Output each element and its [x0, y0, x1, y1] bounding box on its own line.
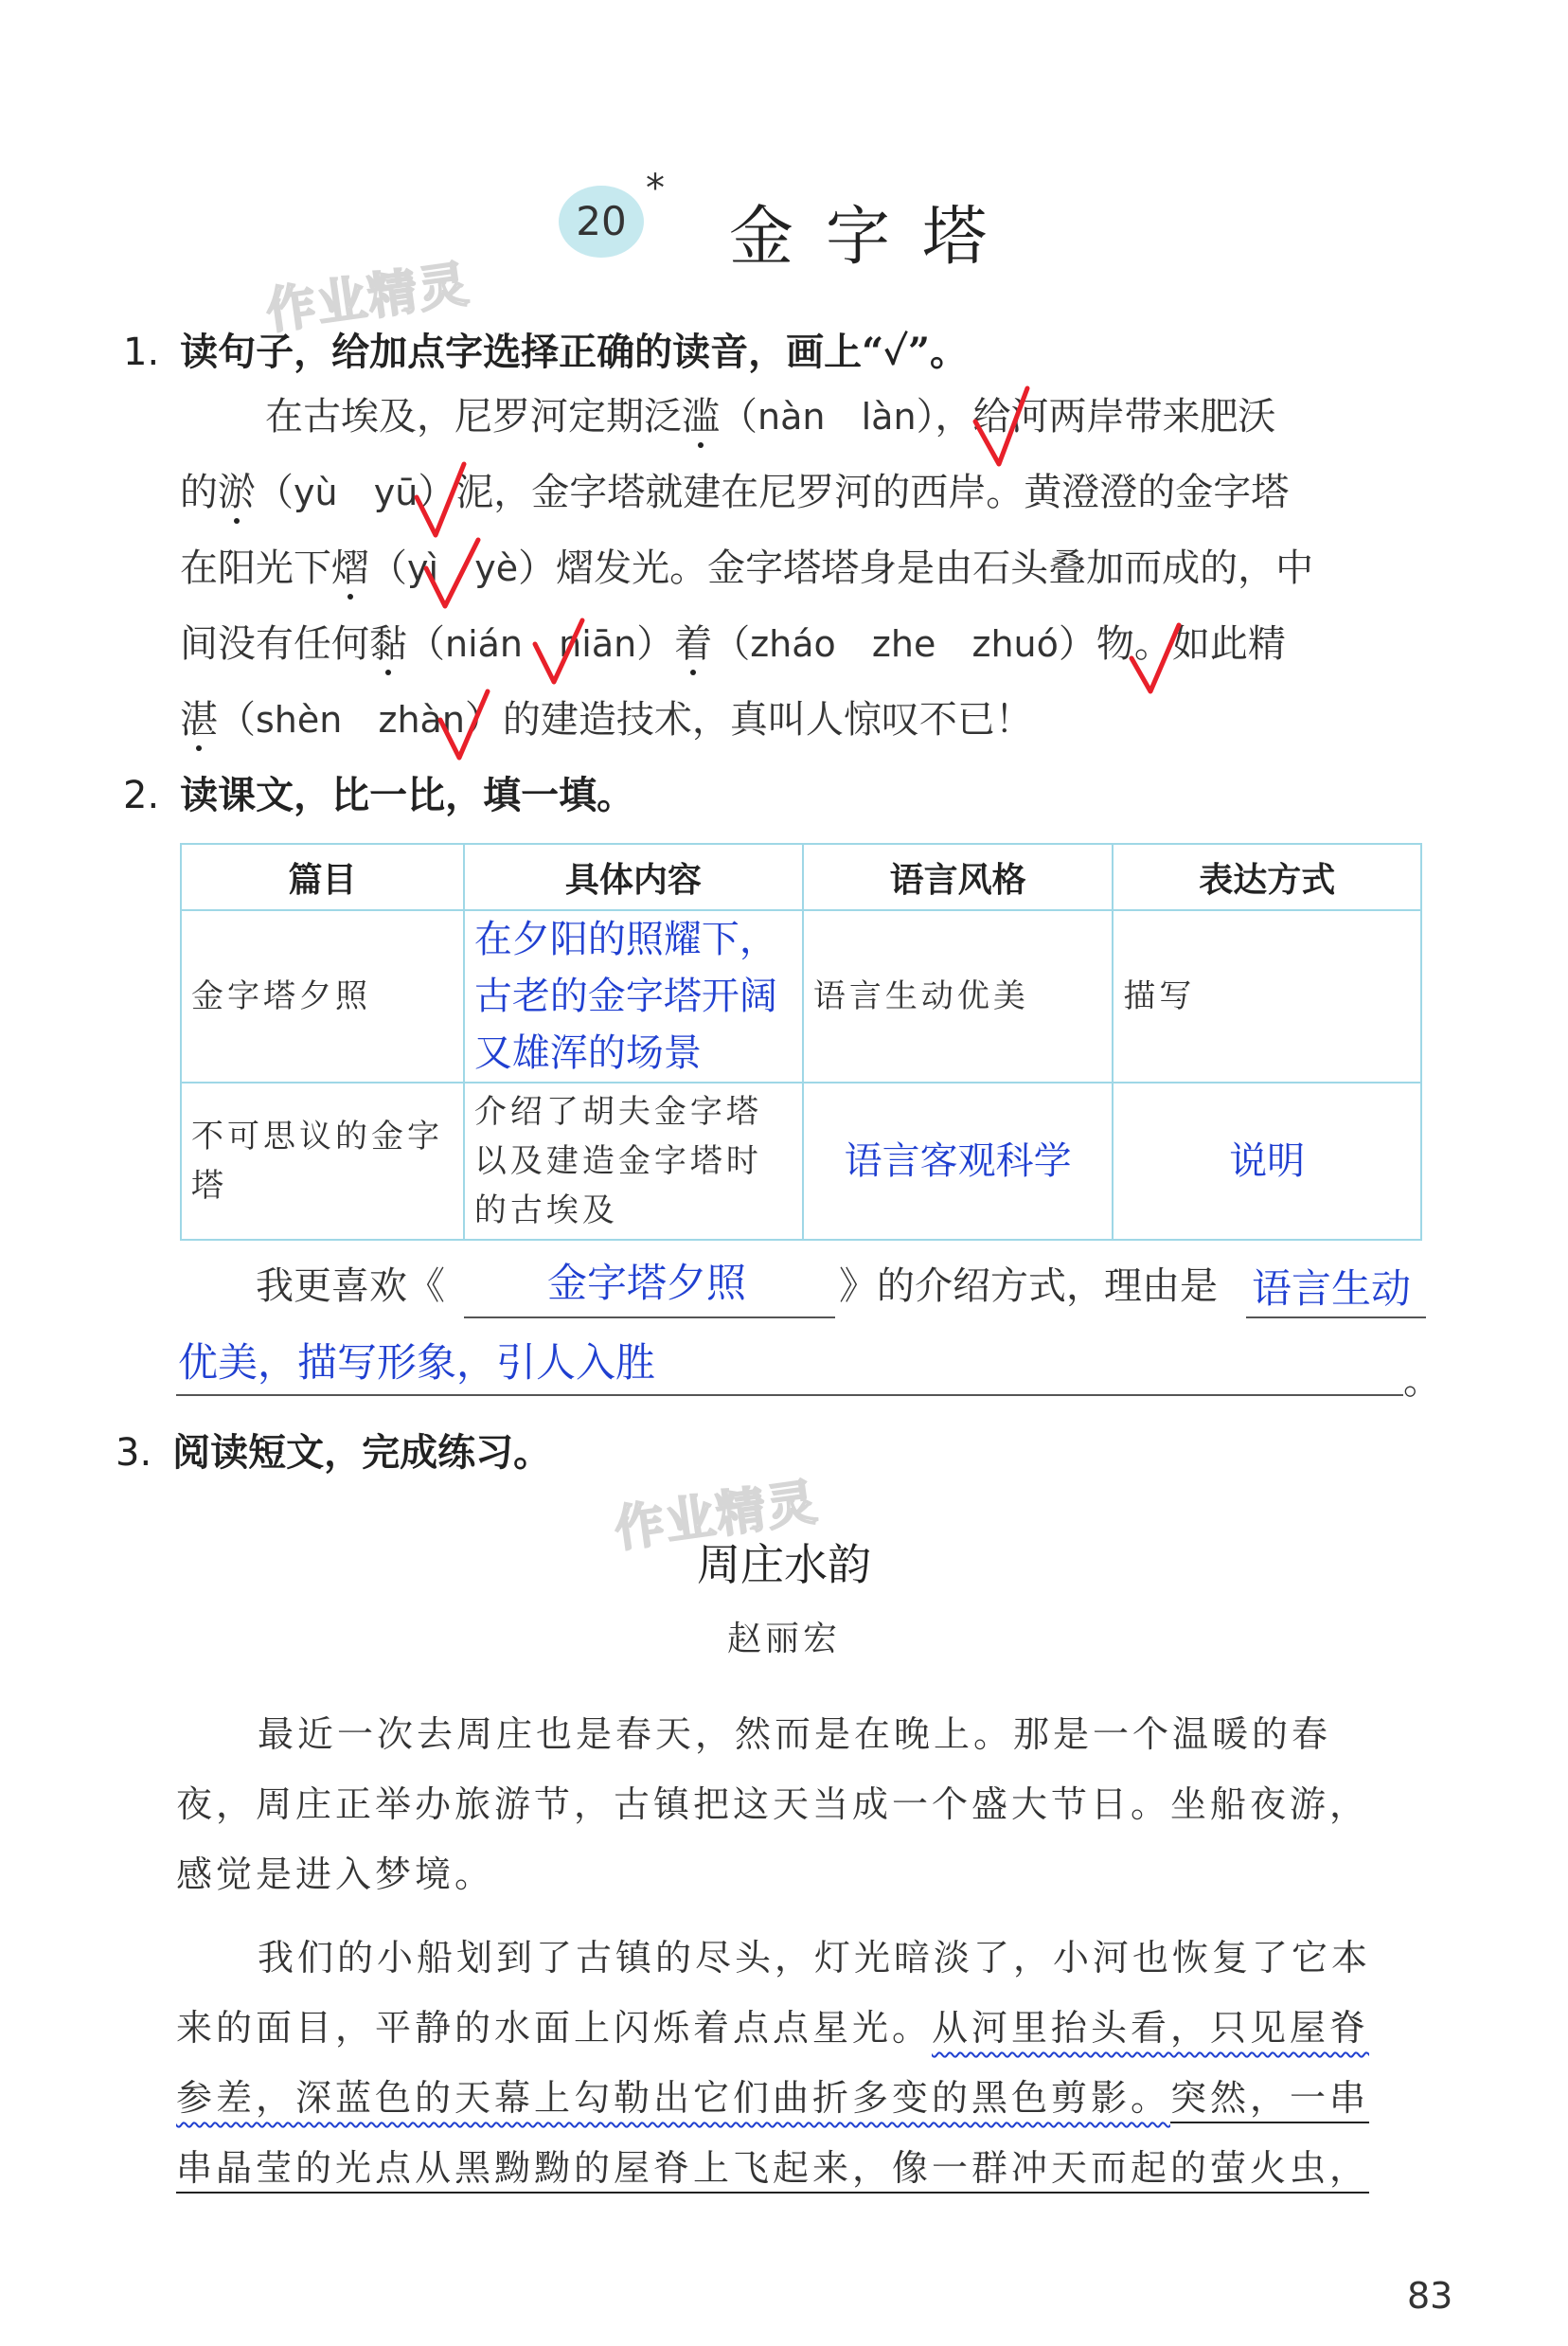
q1-line — [265, 379, 1276, 455]
answer-line — [176, 1394, 1403, 1396]
preferred-article-answer[interactable]: 金字塔夕照 — [547, 1260, 747, 1306]
pinyin-option[interactable]: làn — [861, 396, 917, 438]
lesson-number: 20 — [576, 198, 627, 244]
pinyin-option[interactable]: nàn — [757, 396, 826, 438]
q1-line — [180, 530, 1313, 606]
text: （ — [369, 546, 407, 590]
dotted-char: 滥 — [682, 395, 720, 439]
text: 我更喜欢《 — [256, 1264, 445, 1308]
question-number: 3. — [116, 1431, 152, 1475]
text: （ — [407, 622, 445, 666]
dotted-char: 淤 — [218, 471, 256, 514]
method-cell: 描写 — [1113, 910, 1421, 1083]
text: 在古埃及，尼罗河定期泛 — [265, 395, 682, 439]
pinyin-option[interactable]: nián — [445, 623, 524, 665]
text: 》的介绍方式，理由是 — [839, 1264, 1218, 1308]
column-header: 篇目 — [181, 844, 464, 910]
dotted-char: 着 — [674, 622, 713, 666]
question-instruction: 阅读短文，完成练习。 — [172, 1430, 552, 1475]
pinyin-option[interactable]: zháo — [750, 623, 836, 665]
underlined-text: 串晶莹的光点从黑黝黝的屋脊上飞起来，像一群冲天而起的萤火虫， — [176, 2147, 1370, 2189]
question-2-heading — [123, 765, 634, 819]
content-cell: 介绍了胡夫金字塔以及建造金字塔时的古埃及 — [464, 1083, 803, 1240]
pinyin-option[interactable]: zhe — [871, 623, 936, 665]
passage-line — [176, 1993, 1369, 2063]
preference-sentence — [256, 1248, 445, 1324]
question-instruction: 读句子，给加点字选择正确的读音，画上“✓”。 — [180, 330, 968, 374]
answer-line — [464, 1316, 835, 1318]
passage-line: 感觉是进入梦境。 — [176, 1854, 495, 1895]
text: （ — [256, 471, 294, 514]
pinyin-option[interactable]: shèn — [256, 699, 343, 741]
text: （ — [720, 395, 757, 439]
underlined-text: 突然，一串 — [1170, 2077, 1370, 2119]
q1-line — [180, 682, 1033, 758]
text: （ — [712, 622, 751, 666]
text: ）的建造技术，真叫人惊叹不已！ — [464, 698, 1033, 742]
lesson-title: 金字塔 — [729, 200, 1020, 275]
text: 的 — [180, 471, 218, 514]
watermark: 作业精灵 — [262, 256, 473, 341]
text: ）泥，金字塔就建在尼罗河的西岸。黄澄澄的金字塔 — [418, 471, 1290, 514]
style-answer-cell[interactable]: 语言客观科学 — [803, 1083, 1113, 1240]
question-1-heading — [123, 322, 968, 376]
wavy-underlined-text: 从河里抬头看，只见屋脊 — [932, 2007, 1370, 2049]
sentence-end: 。 — [1403, 1359, 1441, 1403]
question-number: 2. — [123, 774, 160, 817]
pinyin-option[interactable]: yū — [373, 472, 419, 513]
column-header: 表达方式 — [1113, 844, 1421, 910]
reason-answer[interactable]: 优美，描写形象，引人入胜 — [178, 1339, 656, 1386]
lesson-star-mark: * — [646, 167, 665, 210]
pinyin-option[interactable]: zhàn — [378, 699, 465, 741]
text: 在阳光下 — [180, 546, 331, 590]
style-cell: 语言生动优美 — [803, 910, 1113, 1083]
pinyin-option[interactable]: yì — [407, 547, 439, 589]
reason-answer[interactable]: 语言生动 — [1252, 1265, 1412, 1312]
comparison-table — [180, 843, 1422, 1241]
article-title-cell: 金字塔夕照 — [181, 910, 464, 1083]
q1-line — [180, 455, 1289, 530]
passage-line — [176, 2133, 1369, 2203]
article-title-cell: 不可思议的金字塔 — [181, 1083, 464, 1240]
pinyin-option[interactable]: zhuó — [971, 623, 1059, 665]
passage-line — [176, 2063, 1369, 2133]
table-header-row — [181, 844, 1421, 910]
content-answer-cell[interactable]: 在夕阳的照耀下，古老的金字塔开阔又雄浑的场景 — [464, 910, 803, 1083]
passage-author: 赵丽宏 — [726, 1620, 841, 1658]
text: （ — [218, 698, 256, 742]
text: 间没有任何 — [180, 622, 369, 666]
text: 来的面目，平静的水面上闪烁着点点星光。 — [176, 2007, 933, 2049]
question-3-heading — [116, 1423, 551, 1477]
watermark: 作业精灵 — [611, 1474, 822, 1559]
text: ） — [636, 622, 675, 666]
column-header: 语言风格 — [803, 844, 1113, 910]
dotted-char: 熠 — [331, 546, 369, 590]
passage-line: 夜，周庄正举办旅游节，古镇把这天当成一个盛大节日。坐船夜游， — [176, 1783, 1370, 1825]
pinyin-option[interactable]: niān — [559, 623, 637, 665]
text: ）熠发光。金字塔塔身是由石头叠加而成的，中 — [518, 546, 1314, 590]
dotted-char: 黏 — [369, 622, 407, 666]
table-row — [181, 910, 1421, 1083]
passage-title: 周庄水韵 — [697, 1539, 871, 1590]
dotted-char: 湛 — [180, 698, 218, 742]
text: ）物。如此精 — [1058, 622, 1286, 666]
text: ），给河两岸带来肥沃 — [916, 395, 1276, 439]
preference-sentence — [839, 1248, 1218, 1324]
answer-line — [1246, 1316, 1426, 1318]
question-number: 1. — [123, 331, 160, 374]
pinyin-option[interactable]: yù — [294, 472, 338, 513]
page-number: 83 — [1407, 2275, 1453, 2317]
passage-line: 最近一次去周庄也是春天，然而是在晚上。那是一个温暖的春 — [258, 1713, 1332, 1755]
column-header: 具体内容 — [464, 844, 803, 910]
question-instruction: 读课文，比一比，填一填。 — [180, 773, 635, 817]
method-answer-cell[interactable]: 说明 — [1113, 1083, 1421, 1240]
table-row — [181, 1083, 1421, 1240]
pinyin-option[interactable]: yè — [474, 547, 519, 589]
q1-line — [180, 606, 1286, 682]
wavy-underlined-text: 参差，深蓝色的天幕上勾勒出它们曲折多变的黑色剪影。 — [176, 2077, 1171, 2119]
passage-line: 我们的小船划到了古镇的尽头，灯光暗淡了，小河也恢复了它本 — [258, 1937, 1372, 1979]
